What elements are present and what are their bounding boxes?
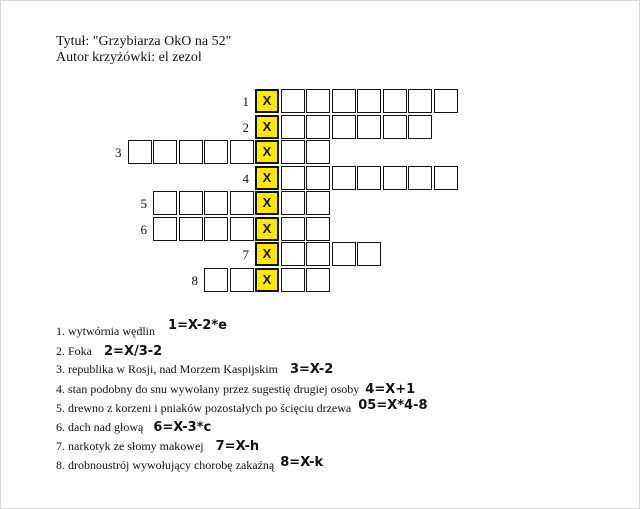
row-number-4: 4 [242, 170, 249, 186]
answer-cell-row-3[interactable] [128, 140, 152, 164]
clue-formula: 1=X-2*e [167, 318, 227, 333]
clue-text: 8. drobnoustrój wywołujący chorobę zakaźną [56, 458, 275, 472]
row-number-2: 2 [242, 119, 249, 135]
key-cell-row-3[interactable]: X [255, 140, 279, 164]
answer-cell-row-5[interactable] [153, 191, 177, 215]
answer-cell-row-1[interactable] [357, 89, 381, 113]
answer-cell-row-4[interactable] [434, 166, 458, 190]
answer-cell-row-4[interactable] [281, 166, 305, 190]
answer-cell-row-5[interactable] [306, 191, 330, 215]
answer-cell-row-6[interactable] [153, 217, 177, 241]
clue-formula: 7=X-h [215, 439, 260, 454]
answer-cell-row-2[interactable] [383, 115, 407, 139]
clue-formula: 2=X/3-2 [104, 344, 163, 359]
answer-cell-row-1[interactable] [434, 89, 458, 113]
clue-formula: 4=X+1 [365, 382, 416, 397]
answer-cell-row-8[interactable] [230, 268, 254, 292]
key-cell-row-6[interactable]: X [255, 217, 279, 241]
row-number-1: 1 [242, 94, 249, 109]
answer-cell-row-4[interactable] [306, 166, 330, 190]
clue-item-8 [56, 456, 323, 474]
row-number-7: 7 [242, 247, 249, 262]
key-cell-row-5[interactable]: X [255, 191, 279, 215]
answer-cell-row-4[interactable] [357, 166, 381, 190]
answer-cell-row-2[interactable] [306, 115, 330, 139]
answer-cell-row-6[interactable] [306, 217, 330, 241]
answer-cell-row-3[interactable] [230, 140, 254, 164]
puzzle-author: Autor krzyżówki: el zezol [56, 50, 202, 65]
answer-cell-row-2[interactable] [357, 115, 381, 139]
clue-text: 5. drewno z korzeni i pniaków pozostałych po ścięciu drzewa [56, 401, 352, 415]
clue-text: 2. Foka [56, 344, 92, 358]
answer-cell-row-7[interactable] [332, 242, 356, 266]
clue-item-4 [56, 380, 415, 398]
clue-item-6 [56, 418, 211, 436]
answer-cell-row-5[interactable] [230, 191, 254, 215]
row-number-3: 3 [115, 145, 122, 160]
answer-cell-row-3[interactable] [306, 140, 330, 164]
answer-cell-row-8[interactable] [306, 268, 330, 292]
answer-cell-row-7[interactable] [357, 242, 381, 266]
clue-item-1 [56, 318, 227, 340]
answer-cell-row-4[interactable] [332, 166, 356, 190]
answer-cell-row-2[interactable] [332, 115, 356, 139]
clue-text: 7. narkotyk ze słomy makowej [56, 439, 204, 453]
clue-formula: 6=X-3*c [153, 420, 212, 435]
answer-cell-row-3[interactable] [281, 140, 305, 164]
clue-text: 6. dach nad głową [56, 420, 144, 434]
clue-formula: 05=X*4-8 [358, 398, 428, 413]
clue-text: 4. stan podobny do snu wywołany przez sugestię drugiej osoby [56, 382, 360, 396]
answer-cell-row-6[interactable] [281, 217, 305, 241]
clue-item-5 [56, 399, 428, 417]
answer-cell-row-5[interactable] [179, 191, 203, 215]
clue-formula: 3=X-2 [289, 362, 334, 377]
answer-cell-row-1[interactable] [332, 89, 356, 113]
clue-item-3 [56, 360, 333, 378]
answer-cell-row-6[interactable] [179, 217, 203, 241]
row-number-6: 6 [140, 221, 147, 237]
answer-cell-row-5[interactable] [204, 191, 228, 215]
answer-cell-row-2[interactable] [281, 115, 305, 139]
clue-formula: 8=X-k [280, 455, 324, 470]
answer-cell-row-7[interactable] [306, 242, 330, 266]
answer-cell-row-1[interactable] [383, 89, 407, 113]
answer-cell-row-8[interactable] [204, 268, 228, 292]
answer-cell-row-3[interactable] [153, 140, 177, 164]
clue-text: 1. wytwórnia wędlin [56, 324, 155, 338]
answer-cell-row-1[interactable] [281, 89, 305, 113]
key-cell-row-4[interactable]: X [255, 166, 279, 190]
clue-item-7 [56, 437, 259, 455]
key-cell-row-7[interactable]: X [255, 242, 279, 266]
answer-cell-row-4[interactable] [383, 166, 407, 190]
answer-cell-row-7[interactable] [281, 242, 305, 266]
answer-cell-row-1[interactable] [408, 89, 432, 113]
answer-cell-row-3[interactable] [204, 140, 228, 164]
key-cell-row-1[interactable]: X [255, 89, 279, 113]
answer-cell-row-6[interactable] [204, 217, 228, 241]
answer-cell-row-8[interactable] [281, 268, 305, 292]
key-cell-row-8[interactable]: X [255, 268, 279, 292]
answer-cell-row-2[interactable] [408, 115, 432, 139]
answer-cell-row-5[interactable] [281, 191, 305, 215]
puzzle-title: Tytuł: "Grzybiarza OkO na 52" [56, 34, 232, 49]
answer-cell-row-1[interactable] [306, 89, 330, 113]
clue-item-2 [56, 342, 162, 360]
row-number-5: 5 [140, 196, 147, 211]
answer-cell-row-4[interactable] [408, 166, 432, 190]
row-number-8: 8 [191, 272, 198, 288]
key-cell-row-2[interactable]: X [255, 115, 279, 139]
clue-text: 3. republika w Rosji, nad Morzem Kaspijskim [56, 362, 278, 376]
answer-cell-row-3[interactable] [179, 140, 203, 164]
answer-cell-row-6[interactable] [230, 217, 254, 241]
